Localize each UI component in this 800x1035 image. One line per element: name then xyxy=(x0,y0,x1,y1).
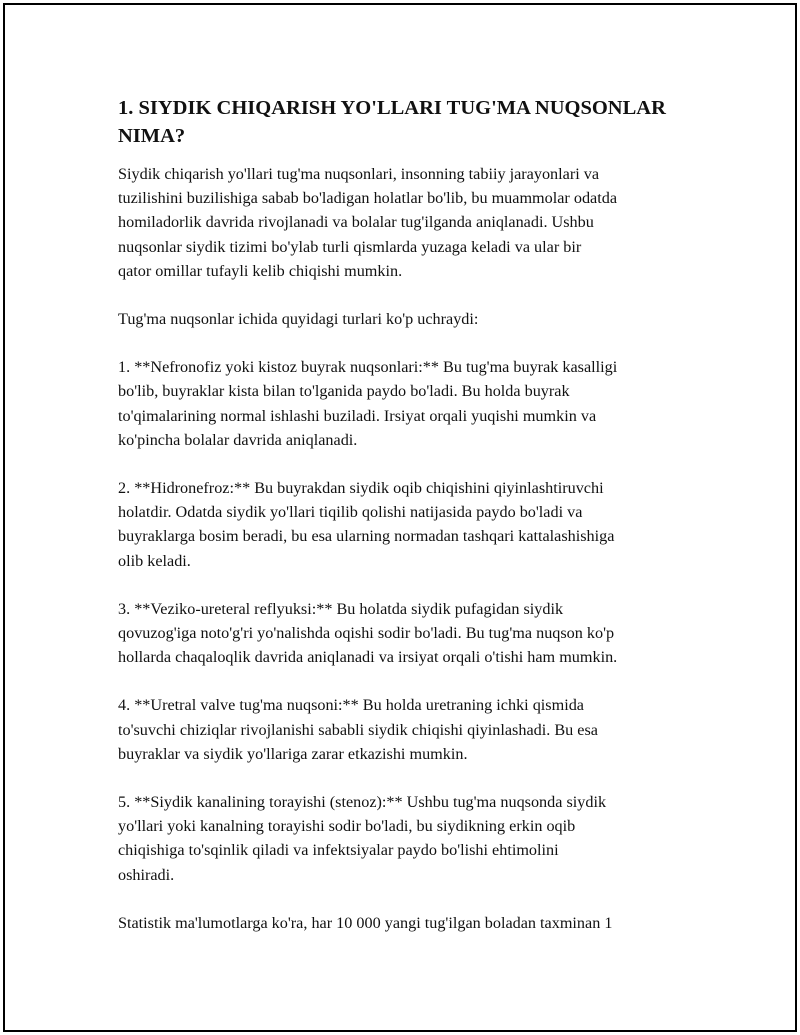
list-item-hidronefroz: 2. **Hidronefroz:** Bu buyrakdan siydik oqib chiqishini qiyinlashtiruvchi holatdir. Odatda siydik yo'llari tiqilib qolishi natijasida paydo bo'ladi va buyraklarga bosim beradi, bu esa ularning normadan tashqari kattalashishiga olib keladi. xyxy=(118,479,615,570)
list-item-nefronofiz: 1. **Nefronofiz yoki kistoz buyrak nuqsonlari:** Bu tug'ma buyrak kasalligi bo'lib, buyraklar kista bilan to'lganida paydo bo'ladi. Bu holda buyrak to'qimalarining normal ishlashi buziladi. Irsiyat orqali yuqishi mumkin va ko'pincha bolalar davrida aniqlanadi. xyxy=(118,358,618,449)
list-item-reflyuks: 3. **Veziko-ureteral reflyuksi:** Bu holatda siydik pufagidan siydik qovuzog'iga noto'g'ri yo'nalishda oqishi sodir bo'ladi. Bu tug'ma nuqson ko'p hollarda chaqaloqlik davrida aniqlanadi va irsiyat orqali o'tishi ham mumkin. xyxy=(118,599,618,667)
list-item-uretral-valve: 4. **Uretral valve tug'ma nuqsoni:** Bu holda uretraning ichki qismida to'suvchi chiziqlar rivojlanishi sababli siydik chiqishi qiyinlashadi. Bu esa buyraklar va siydik yo'llariga zarar etkazishi mumkin. xyxy=(118,696,598,763)
document-body xyxy=(118,94,688,935)
statistics-paragraph: Statistik ma'lumotlarga ko'ra, har 10 000 yangi tug'ilgan boladan taxminan 1 xyxy=(118,913,613,932)
section-title: 1. SIYDIK CHIQARISH YO'LLARI TUG'MA NUQSONLAR NIMA? xyxy=(118,97,666,147)
list-item-stenoz: 5. **Siydik kanalining torayishi (stenoz):** Ushbu tug'ma nuqsonda siydik yo'llari yoki kanalning torayishi sodir bo'ladi, bu siydikning erkin oqib chiqishiga to'sqinlik qiladi va infektsiyalar paydo bo'lishi ehtimolini oshiradi. xyxy=(118,793,607,884)
intro-paragraph: Siydik chiqarish yo'llari tug'ma nuqsonlari, insonning tabiiy jarayonlari va tuzilishini buzilishiga sabab bo'ladigan holatlar bo'lib, bu muammolar odatda homiladorlik davrida rivojlanadi va bolalar tug'ilganda aniqlanadi. Ushbu nuqsonlar siydik tizimi bo'ylab turli qismlarda yuzaga keladi va ular bir qator omillar tufayli kelib chiqishi mumkin. xyxy=(118,165,617,280)
list-intro-paragraph: Tug'ma nuqsonlar ichida quyidagi turlari ko'p uchraydi: xyxy=(118,310,479,329)
